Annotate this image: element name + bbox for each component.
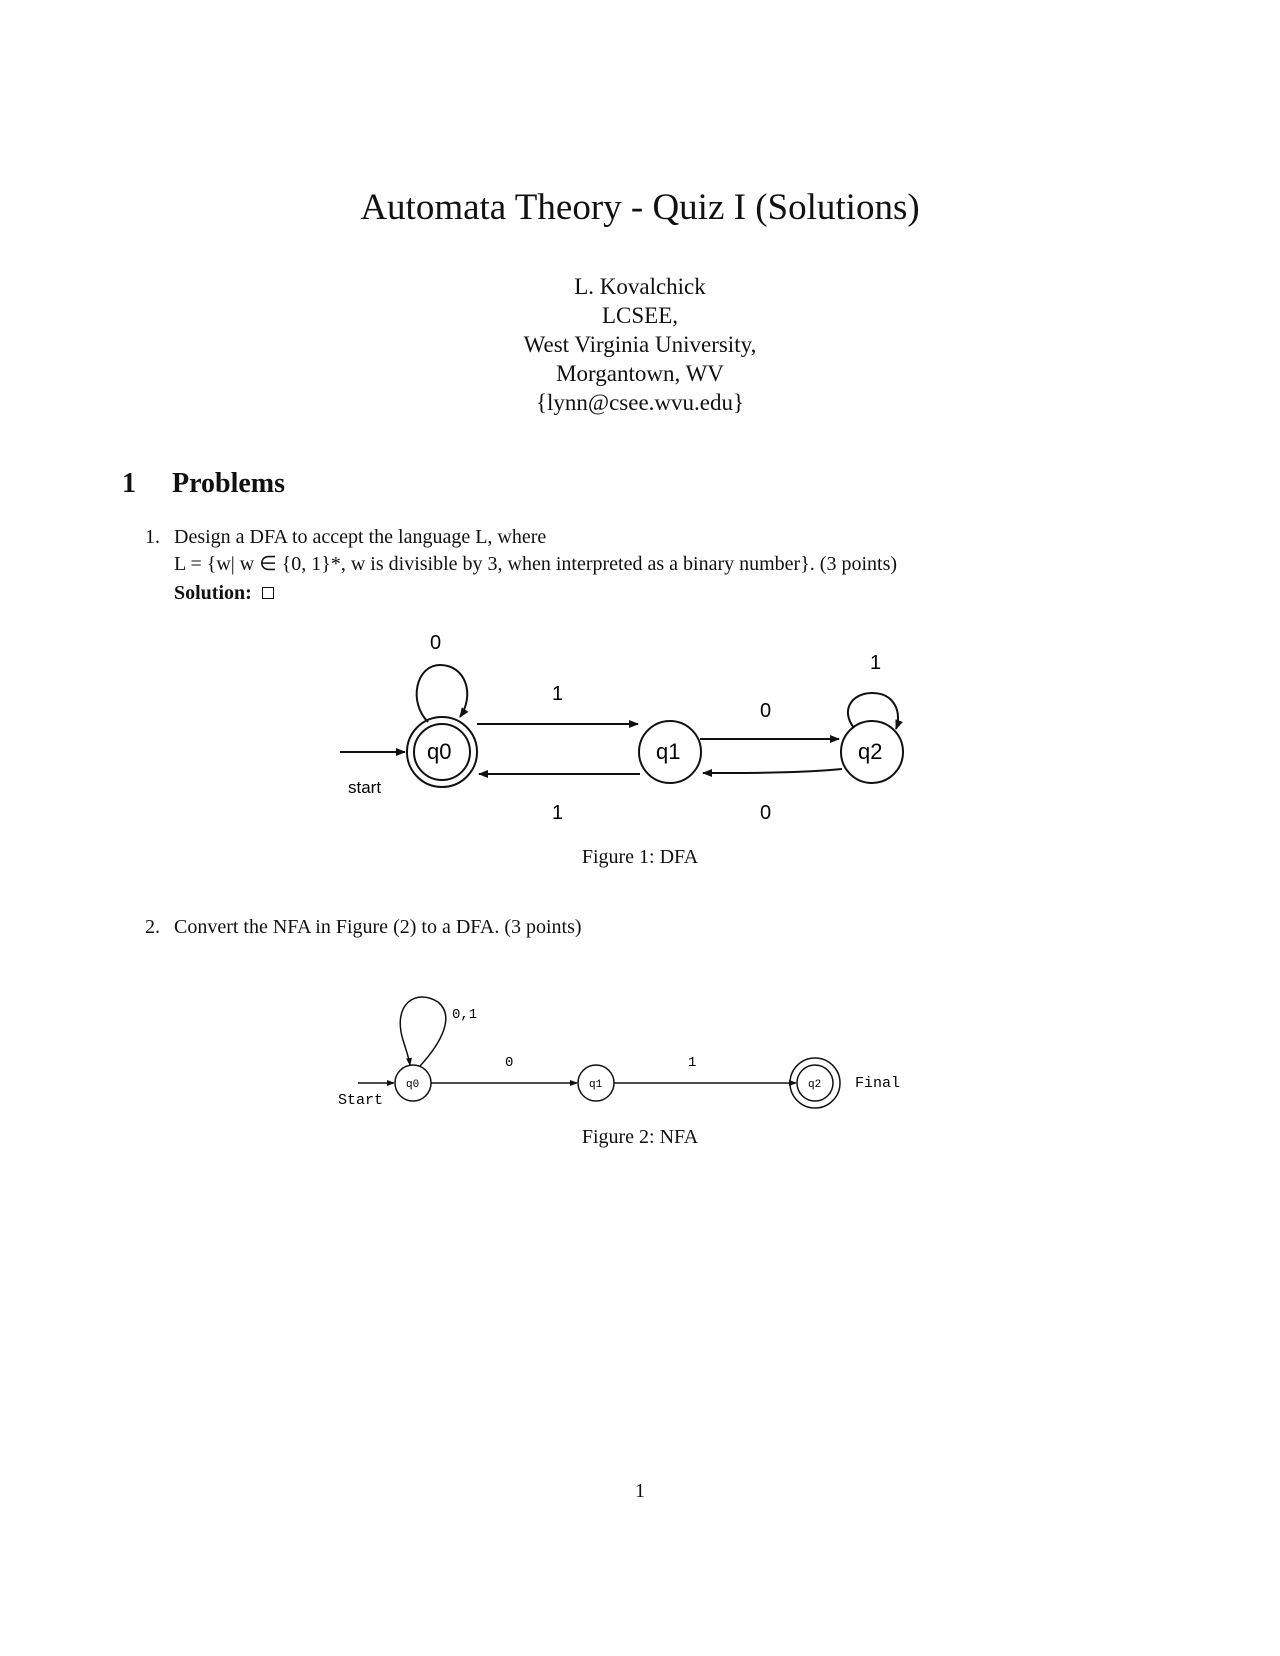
nfa-q0-q1-label: 0 xyxy=(505,1055,514,1071)
dfa-state-q1-label: q1 xyxy=(656,739,681,764)
figure2-caption: Figure 2: NFA xyxy=(581,1126,699,1148)
nfa-final-label: Final xyxy=(855,1075,901,1092)
page-title: Automata Theory - Quiz I (Solutions) xyxy=(360,187,920,228)
nfa-q0-loop-label: 0,1 xyxy=(452,1007,478,1023)
dfa-diagram xyxy=(320,625,940,830)
dfa-state-q2-label: q2 xyxy=(858,739,883,764)
solution-text: Solution: xyxy=(174,582,252,604)
nfa-diagram xyxy=(320,970,940,1115)
nfa-state-q1-label: q1 xyxy=(589,1079,603,1091)
author-block xyxy=(0,272,1280,417)
author-dept: LCSEE, xyxy=(601,303,679,328)
author-location: Morgantown, WV xyxy=(556,361,724,386)
dfa-q0-loop-arrow xyxy=(417,665,468,722)
problem1-line2: L = {w| w ∈ {0, 1}*, w is divisible by 3, when interpreted as a binary number}. (3 points) xyxy=(174,553,898,575)
problem2-number: 2. xyxy=(145,916,160,938)
dfa-q1-q0-label: 1 xyxy=(552,802,564,824)
problem1-line1: Design a DFA to accept the language L, where xyxy=(174,526,547,548)
dfa-q2-q1-label: 0 xyxy=(760,802,772,824)
solution-label xyxy=(174,582,274,605)
figure1-caption: Figure 1: DFA xyxy=(581,846,699,868)
dfa-q1-q2-label: 0 xyxy=(760,700,772,722)
author-name: L. Kovalchick xyxy=(574,274,706,299)
nfa-q0-loop-arrow xyxy=(400,997,446,1066)
dfa-q2-loop-arrow xyxy=(848,693,898,729)
section-number: 1 xyxy=(122,468,136,499)
nfa-state-q2-label: q2 xyxy=(808,1079,822,1091)
dfa-q2-q1-arrow xyxy=(703,769,842,773)
nfa-q1-q2-label: 1 xyxy=(688,1055,697,1071)
author-email: {lynn@csee.wvu.edu} xyxy=(535,390,745,415)
qed-box-icon xyxy=(262,587,274,599)
dfa-q2-loop-label: 1 xyxy=(870,652,882,674)
dfa-state-q0-label: q0 xyxy=(427,739,452,764)
dfa-q0-q1-label: 1 xyxy=(552,683,564,705)
problem1-number: 1. xyxy=(145,526,160,548)
page-number: 1 xyxy=(635,1480,645,1502)
section-title: Problems xyxy=(172,468,286,499)
nfa-state-q0-label: q0 xyxy=(406,1079,420,1091)
problem2-text: Convert the NFA in Figure (2) to a DFA. (3 points) xyxy=(174,916,582,938)
author-university: West Virginia University, xyxy=(523,332,757,357)
dfa-start-label: start xyxy=(348,778,382,797)
dfa-q0-loop-label: 0 xyxy=(430,632,442,654)
nfa-start-label: Start xyxy=(338,1092,384,1109)
